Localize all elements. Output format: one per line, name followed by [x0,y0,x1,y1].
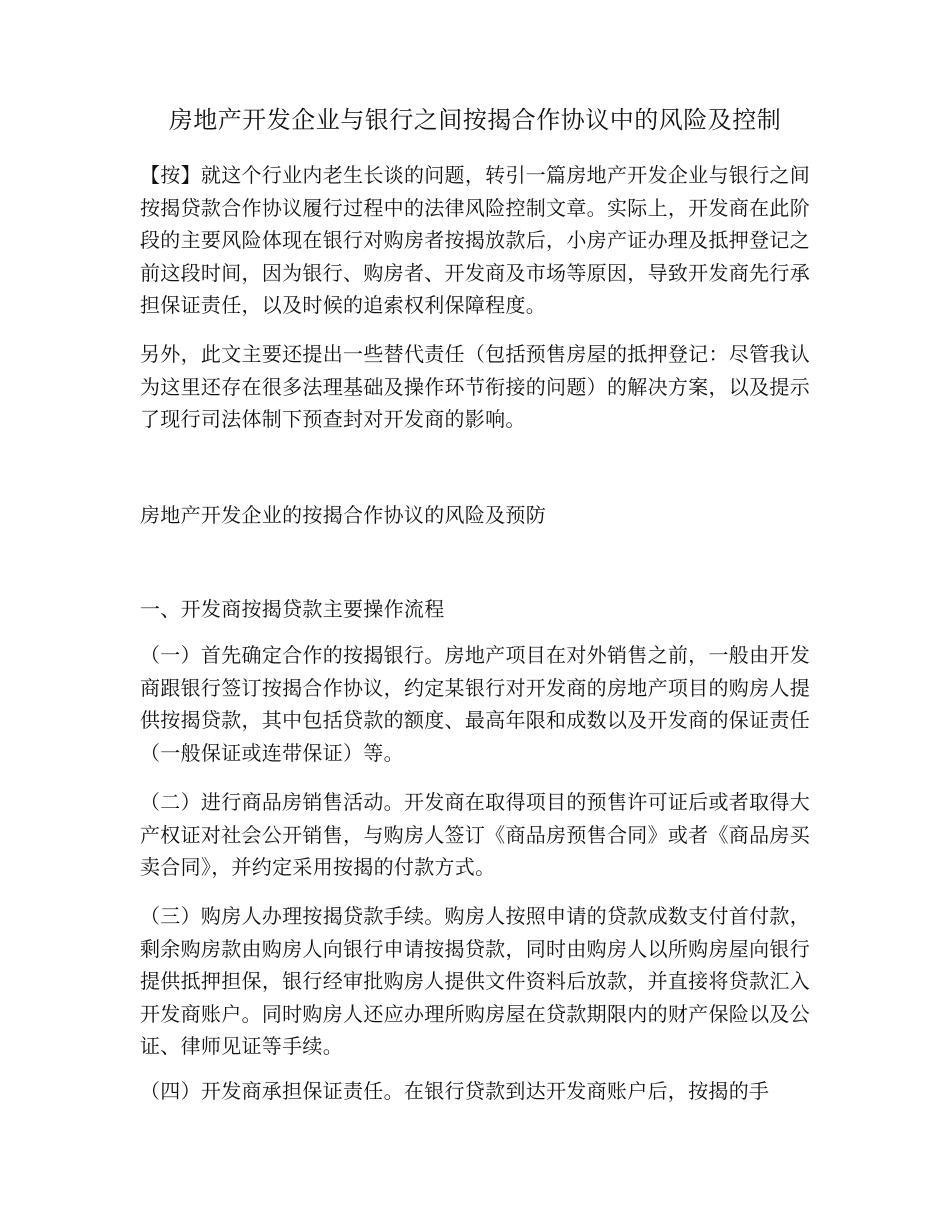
document-subtitle: 房地产开发企业的按揭合作协议的风险及预防 [140,503,546,527]
step-paragraph-2: （二）进行商品房销售活动。开发商在取得项目的预售许可证后或者取得大产权证对社会公开销售，与购房人签订《商品房预售合同》或者《商品房买卖合同》，并约定采用按揭的付款方式。 [140,790,810,879]
step-paragraph-3: （三）购房人办理按揭贷款手续。购房人按照申请的贷款成数支付首付款，剩余购房款由购房人向银行申请按揭贷款，同时由购房人以所购房屋向银行提供抵押担保，银行经审批购房人提供文件资料后放款，并直接将贷款汇入开发商账户。同时购房人还应办理所购房屋在贷款期限内的财产保险以及公证、律师见证等手续。 [140,904,810,1058]
intro-paragraph-2: 另外，此文主要还提出一些替代责任（包括预售房屋的抵押登记：尽管我认为这里还存在很多法理基础及操作环节衔接的问题）的解决方案，以及提示了现行司法体制下预查封对开发商的影响。 [140,342,810,431]
section-heading: 一、开发商按揭贷款主要操作流程 [140,597,445,621]
intro-paragraph-1: 【按】就这个行业内老生长谈的问题，转引一篇房地产开发企业与银行之间按揭贷款合作协议履行过程中的法律风险控制文章。实际上，开发商在此阶段的主要风险体现在银行对购房者按揭放款后，小房产证办理及抵押登记之前这段时间，因为银行、购房者、开发商及市场等原因，导致开发商先行承担保证责任，以及时候的追索权利保障程度。 [140,163,810,317]
document-title: 房地产开发企业与银行之间按揭合作协议中的风险及控制 [168,106,782,134]
step-paragraph-4: （四）开发商承担保证责任。在银行贷款到达开发商账户后，按揭的手 [140,1079,770,1103]
step-paragraph-1: （一）首先确定合作的按揭银行。房地产项目在对外销售之前，一般由开发商跟银行签订按揭合作协议，约定某银行对开发商的房地产项目的购房人提供按揭贷款，其中包括贷款的额度、最高年限和成数以及开发商的保证责任（一般保证或连带保证）等。 [140,643,810,765]
